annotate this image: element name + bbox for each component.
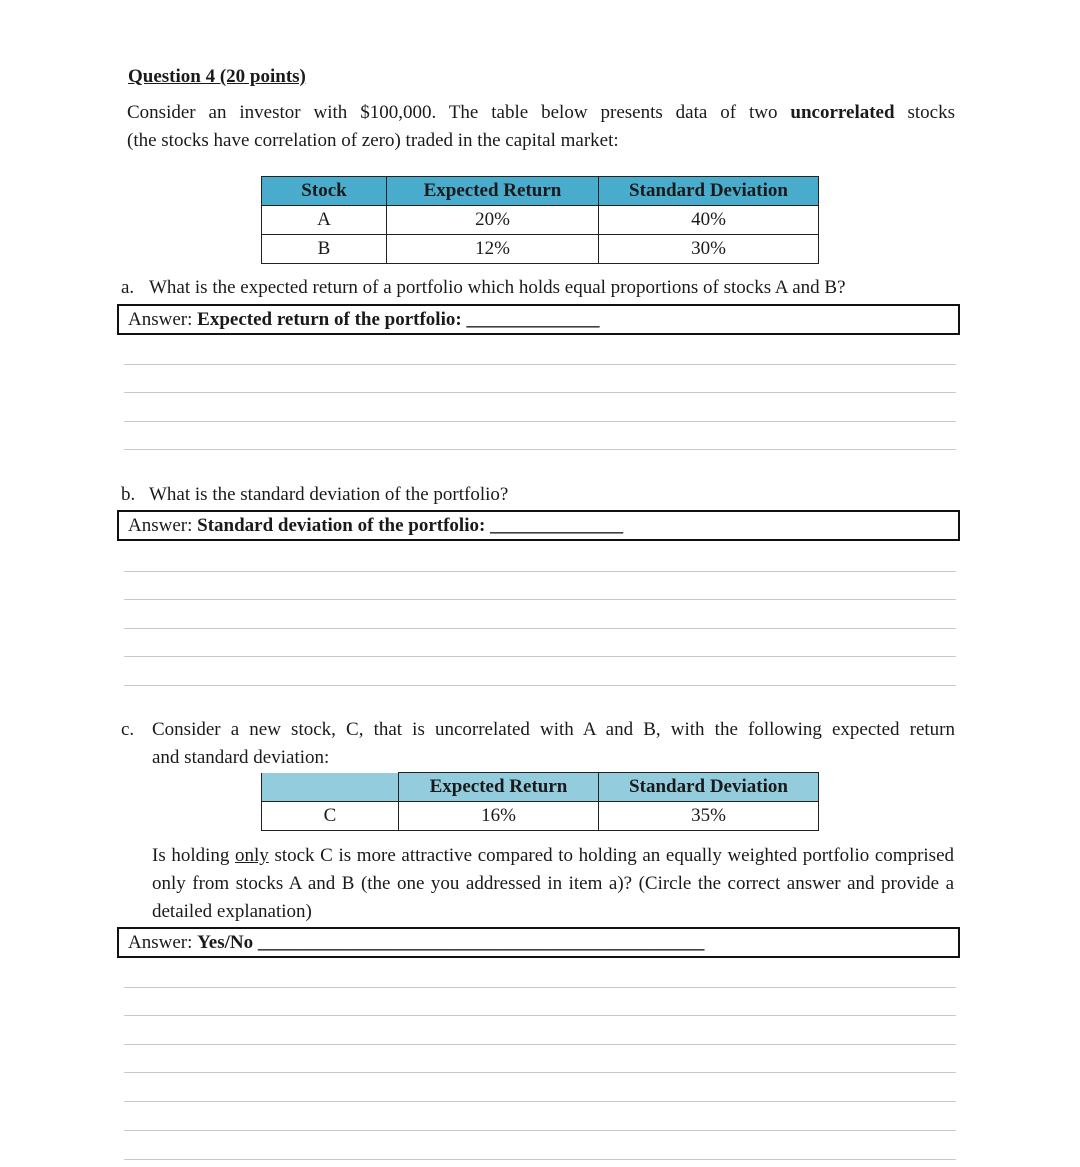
part-b-question	[121, 481, 508, 509]
header-standard-deviation: Standard Deviation	[599, 773, 819, 802]
cell-a-expected-return: 20%	[387, 206, 599, 235]
writing-line	[124, 628, 956, 629]
part-b-answer-label: Standard deviation of the portfolio:	[197, 515, 486, 536]
intro-text-1: Consider an investor with $100,000. The table below presents data of two	[127, 102, 791, 123]
writing-line	[124, 392, 956, 393]
part-a-question-text: What is the expected return of a portfolio which holds equal proportions of stocks A and B?	[149, 277, 846, 298]
cell-c-standard-deviation: 35%	[599, 802, 819, 831]
part-a-answer-box[interactable]	[117, 304, 960, 335]
writing-line	[124, 1101, 956, 1102]
part-b-answer-blank[interactable]: ______________	[490, 515, 624, 536]
table-row	[262, 235, 819, 264]
cell-stock-c: C	[262, 802, 399, 831]
header-stock: Stock	[262, 177, 387, 206]
table-header-row	[262, 177, 819, 206]
cell-stock-a: A	[262, 206, 387, 235]
part-c-answer-prefix: Answer:	[128, 932, 198, 953]
writing-line	[124, 1159, 956, 1160]
header-expected-return: Expected Return	[387, 177, 599, 206]
cell-stock-b: B	[262, 235, 387, 264]
followup-text-2: stock C is more attractive compared to holding an equally weighted portfolio comprised only from stocks A and B (the one you addressed in item a)? (Circle the correct answer and provide a detailed explanation)	[152, 845, 954, 922]
part-c-line-1	[121, 716, 955, 744]
part-c-followup	[152, 842, 954, 926]
writing-line	[124, 364, 956, 365]
table-header-row	[262, 773, 819, 802]
part-a-answer-blank[interactable]: ______________	[466, 309, 600, 330]
intro-line-1	[127, 99, 955, 127]
writing-line	[124, 1044, 956, 1045]
part-c-answer-box[interactable]	[117, 927, 960, 958]
table-row	[262, 206, 819, 235]
stocks-table	[261, 176, 819, 264]
followup-underlined: only	[235, 845, 269, 866]
question-title: Question 4 (20 points)	[128, 66, 306, 87]
writing-line	[124, 656, 956, 657]
part-b-answer-box[interactable]	[117, 510, 960, 541]
intro-bold-text: uncorrelated	[790, 102, 895, 123]
header-expected-return: Expected Return	[399, 773, 599, 802]
table-row	[262, 802, 819, 831]
writing-line	[124, 1072, 956, 1073]
part-a-answer-label: Expected return of the portfolio:	[197, 309, 462, 330]
cell-b-standard-deviation: 30%	[599, 235, 819, 264]
part-c-question-line-2: and standard deviation:	[152, 747, 330, 768]
stock-c-table	[261, 772, 819, 831]
writing-line	[124, 1015, 956, 1016]
part-c-answer-yes-no[interactable]: Yes/No	[197, 932, 254, 953]
part-c-question	[121, 716, 955, 772]
part-c-label: c.	[121, 719, 135, 740]
writing-line	[124, 685, 956, 686]
cell-a-standard-deviation: 40%	[599, 206, 819, 235]
intro-text-2: stocks	[894, 102, 955, 123]
part-a-label: a.	[121, 277, 135, 298]
writing-line	[124, 1130, 956, 1131]
question-intro	[127, 99, 955, 155]
header-empty	[262, 773, 399, 802]
part-b-label: b.	[121, 484, 136, 505]
part-a-question	[121, 274, 846, 302]
part-b-question-text: What is the standard deviation of the portfolio?	[149, 484, 509, 505]
writing-line	[124, 571, 956, 572]
intro-line-2: (the stocks have correlation of zero) traded in the capital market:	[127, 130, 619, 151]
part-c-question-line-1: Consider a new stock, C, that is uncorrelated with A and B, with the following expected return	[152, 719, 955, 740]
part-b-answer-prefix: Answer:	[128, 515, 198, 536]
followup-text-1: Is holding	[152, 845, 236, 866]
writing-line	[124, 449, 956, 450]
writing-line	[124, 421, 956, 422]
writing-line	[124, 599, 956, 600]
cell-b-expected-return: 12%	[387, 235, 599, 264]
cell-c-expected-return: 16%	[399, 802, 599, 831]
writing-line	[124, 987, 956, 988]
part-a-answer-prefix: Answer:	[128, 309, 198, 330]
header-standard-deviation: Standard Deviation	[599, 177, 819, 206]
part-c-answer-blank[interactable]: _______________________________________________	[257, 932, 705, 953]
